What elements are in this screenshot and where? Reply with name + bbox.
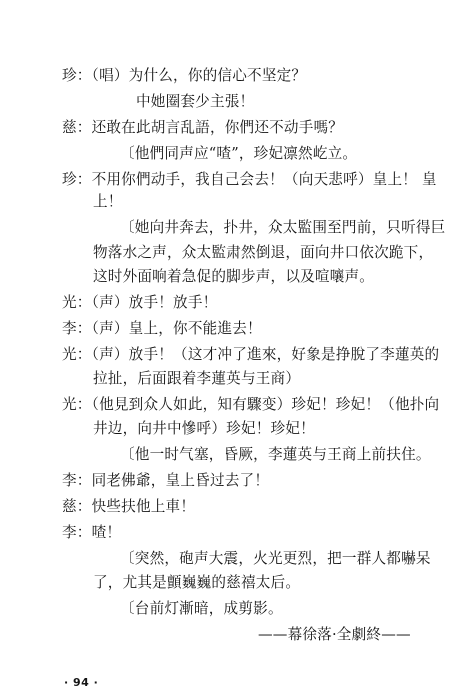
script-line: 光：（声）放手！（这才冲了進來，好象是挣脫了李蓮英的 <box>62 346 440 363</box>
curtain-fall-line: ——幕徐落·全劇終—— <box>258 626 411 643</box>
script-line: 珍：不用你們动手，我自己会去！（向天悲呼）皇上！ 皇 <box>62 171 437 188</box>
script-line: 珍：（唱）为什么，你的信心不坚定？ <box>62 67 307 84</box>
stage-direction: 〔他們同声应“喳”，珍妃凛然屹立。 <box>120 145 358 162</box>
stage-direction: 〔他一时气塞，昏厥，李蓮英与王商上前扶住。 <box>120 446 431 463</box>
script-line: 上！ <box>93 193 123 210</box>
stage-direction: 这时外面响着急促的脚步声，以及喧嚷声。 <box>93 268 375 285</box>
script-line: 拉扯，后面跟着李蓮英与王商） <box>93 370 301 387</box>
stage-direction: 〔台前灯漸暗，成剪影。 <box>120 600 283 617</box>
script-line: 井边，向井中慘呼）珍妃！珍妃！ <box>93 420 315 437</box>
script-line: 光：（声）放手！放手！ <box>62 294 218 311</box>
stage-direction: 〔她向井奔去，扑井，众太監围至門前，只听得巨 <box>120 219 446 236</box>
stage-direction: 〔突然，砲声大震，火光更烈，把一群人都嚇呆 <box>120 550 431 567</box>
script-line: 慈：快些扶他上車！ <box>62 498 196 515</box>
page-number: · 94 · <box>64 676 99 689</box>
script-line: 李：同老佛爺，皇上昏过去了！ <box>62 472 270 489</box>
stage-direction: 了，尤其是顫巍巍的慈禧太后。 <box>93 574 301 591</box>
stage-direction: 物落水之声，众太監肃然倒退，面向井口依次跪下， <box>93 244 434 261</box>
script-line: 慈：还敢在此胡言乱語，你們还不动手嗎？ <box>62 119 344 136</box>
script-line: 中她圈套少主張！ <box>136 93 255 110</box>
script-line: 光：（他見到众人如此，知有驟变）珍妃！珍妃！（他扑向 <box>62 396 440 413</box>
script-line: 李：喳！ <box>62 524 122 541</box>
script-line: 李：（声）皇上，你不能進去！ <box>62 320 262 337</box>
